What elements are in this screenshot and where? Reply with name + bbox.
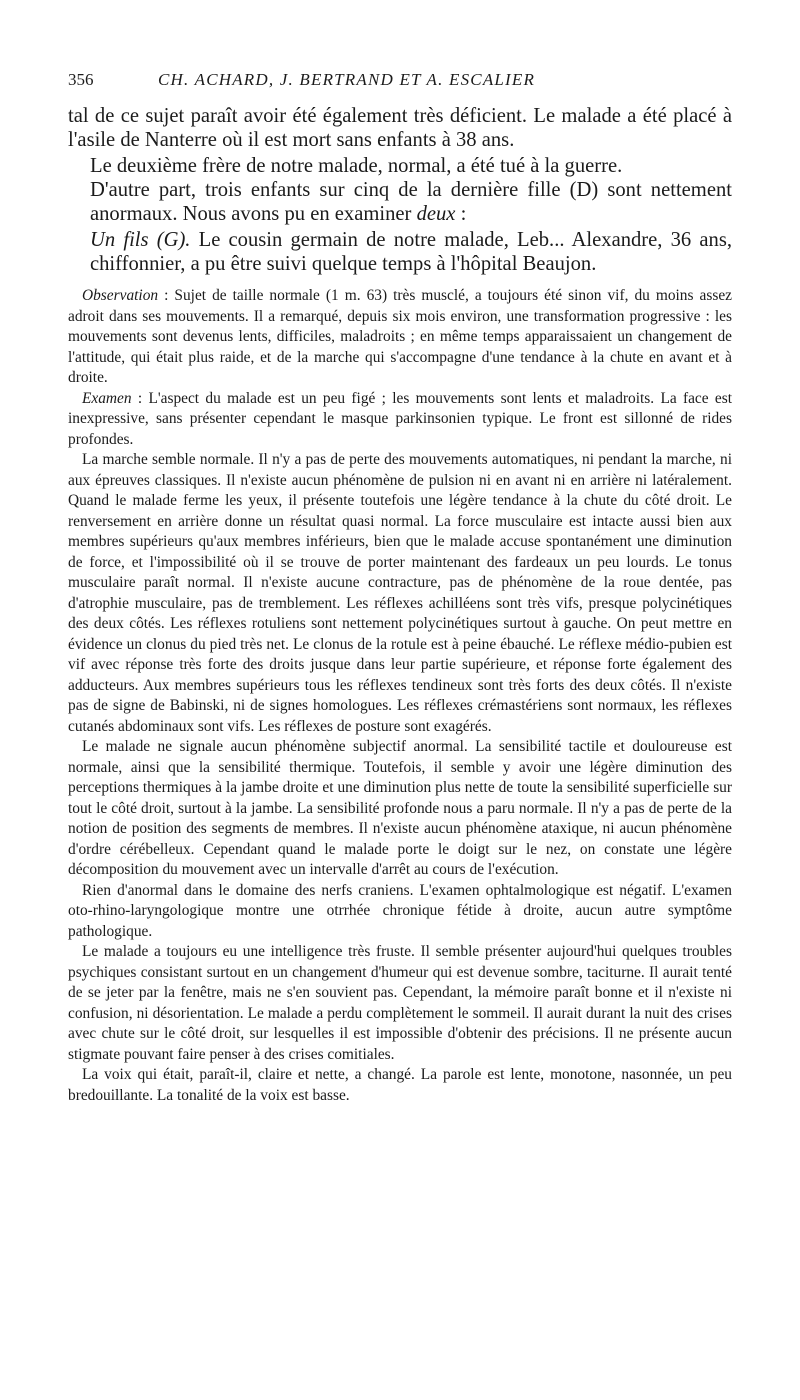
voice-paragraph: La voix qui était, paraît-il, claire et nette, a changé. La parole est lente, monotone, nasonnée, un peu bredouillante. La tonalité de la voix est basse. (68, 1066, 732, 1104)
intro-paragraph-4 (68, 228, 732, 276)
intro-text-3-emphasis: deux (416, 203, 456, 226)
examen-label: Examen (82, 389, 132, 407)
intro-text-4b: Le cousin germain de notre malade, Leb... Alexandre, 36 ans, chiffonnier, a pu être suivi quelque temps à l'hôpital Beaujon. (90, 229, 732, 276)
intro-paragraph-2 (68, 154, 732, 178)
intro-text-4 (68, 228, 732, 276)
intro-text-3a: D'autre part, trois enfants sur cinq de la dernière fille (D) sont nettement anormaux. Nous avons pu en examiner (90, 179, 732, 226)
intro-text-3c: : (455, 203, 467, 226)
intro-paragraph-1 (68, 104, 732, 152)
observation-label: Observation (82, 287, 159, 304)
observation-text: : Sujet de taille normale (1 m. 63) très musclé, a toujours été sinon vif, du moins assez adroit dans ses mouvements. Il a remarqué, depuis six mois environ, une transformation progressive : les mouvements sont devenus lents, difficiles, maladroits ; en même temps apparaissaient un changement de l'attitude, qui était plus raide, et de la marche qui s'accompagne d'une tendance à la chute en avant et à droite. (68, 287, 732, 386)
examen-text: : L'aspect du malade est un peu figé ; les mouvements sont lents et maladroits. La face est inexpressive, sans présenter cependant le masque parkinsonien typique. Le front est sillonné de rides profondes. (68, 389, 732, 448)
motor-paragraph: La marche semble normale. Il n'y a pas de perte des mouvements automatiques, ni pendant la marche, ni aux épreuves classiques. Il n'existe aucun phénomène de pulsion ni en avant ni en arrière ni latéralement. Quand le malade ferme les yeux, il présente toutefois une légère tendance à la chute du côté droit. Le renversement en arrière donne un résultat quasi normal. La force musculaire est intacte aussi bien aux membres supérieurs qu'aux membres inférieurs, bien que le malade accuse spontanément une diminution de force, et l'impossibilité où il se trouve de porter maintenant des fardeaux un peu lourds. Le tonus musculaire paraît normal. Il n'existe aucune contracture, pas de phénomène de la roue dentée, pas d'atrophie musculaire, pas de tremblement. Les réflexes achilléens sont très vifs, presque polycinétiques des deux côtés. Les réflexes rotuliens sont nettement polycinétiques surtout à gauche. On peut mettre en évidence un clonus du pied très net. Le clonus de la rotule est à peine ébauché. Le réflexe médio-pubien est vif avec réponse très forte des droits jusque dans leur partie supérieure, et réponse forte également des adducteurs. Aux membres supérieurs tous les réflexes tendineux sont très forts des deux côtés. Il n'existe pas de signe de Babinski, ni de signes homologues. Les réflexes crémastériens sont normaux, les réflexes cutanés abdominaux sont vifs. Les réflexes de posture sont exagérés. (68, 451, 732, 735)
intro-text-3 (68, 178, 732, 226)
subject-heading: Un fils (G). (90, 229, 191, 251)
observation-paragraph-1 (68, 286, 732, 389)
sensory-paragraph: Le malade ne signale aucun phénomène subjectif anormal. La sensibilité tactile et douloureuse est normale, ainsi que la sensibilité thermique. Toutefois, il semble y avoir une légère diminution des perceptions thermiques à la jambe droite et une diminution plus nette de toute la sensibilité superficielle sur tout le côté droit, surtout à la jambe. La sensibilité profonde nous a paru normale. Il n'y a pas de perte de la notion de position des segments de membres. Il n'existe aucun phénomène ataxique, ni aucun phénomène d'ordre cérébelleux. Cependant quand le malade porte le doigt sur le nez, on constate une légère décomposition du mouvement avec un intervalle d'arrêt au cours de l'exécution. (68, 738, 732, 878)
psychic-paragraph: Le malade a toujours eu une intelligence très fruste. Il semble présenter aujourd'hui quelques troubles psychiques consistant surtout en un changement d'humeur qui est devenue sombre, taciturne. Il aurait tenté de se jeter par la fenêtre, mais ne s'en souvient pas. Cependant, la mémoire paraît bonne et il n'existe ni confusion, ni désorientation. Le malade a perdu complètement le sommeil. Il aurait durant la nuit des crises avec chute sur le côté droit, sur lesquelles il est impossible d'obtenir des précisions. Il ne présente aucun stigmate pouvant faire penser à des crises comitiales. (68, 943, 732, 1063)
cranial-nerves-paragraph: Rien d'anormal dans le domaine des nerfs craniens. L'examen ophtalmologique est négatif. L'examen oto-rhino-laryngologique montre une otrrhée chronique fétide à droite, aucun autre symptôme pathologique. (68, 881, 732, 940)
examen-paragraph (68, 389, 732, 451)
running-head (68, 70, 732, 94)
running-title: CH. ACHARD, J. BERTRAND ET A. ESCALIER (158, 70, 536, 89)
page-number: 356 (68, 70, 94, 89)
intro-paragraph-3 (68, 178, 732, 226)
intro-text-1: tal de ce sujet paraît avoir été également très déficient. Le malade a été placé à l'asile de Nanterre où il est mort sans enfants à 38 ans. (68, 105, 732, 152)
observation-block (68, 286, 732, 1106)
intro-text-2: Le deuxième frère de notre malade, normal, a été tué à la guerre. (90, 155, 623, 177)
